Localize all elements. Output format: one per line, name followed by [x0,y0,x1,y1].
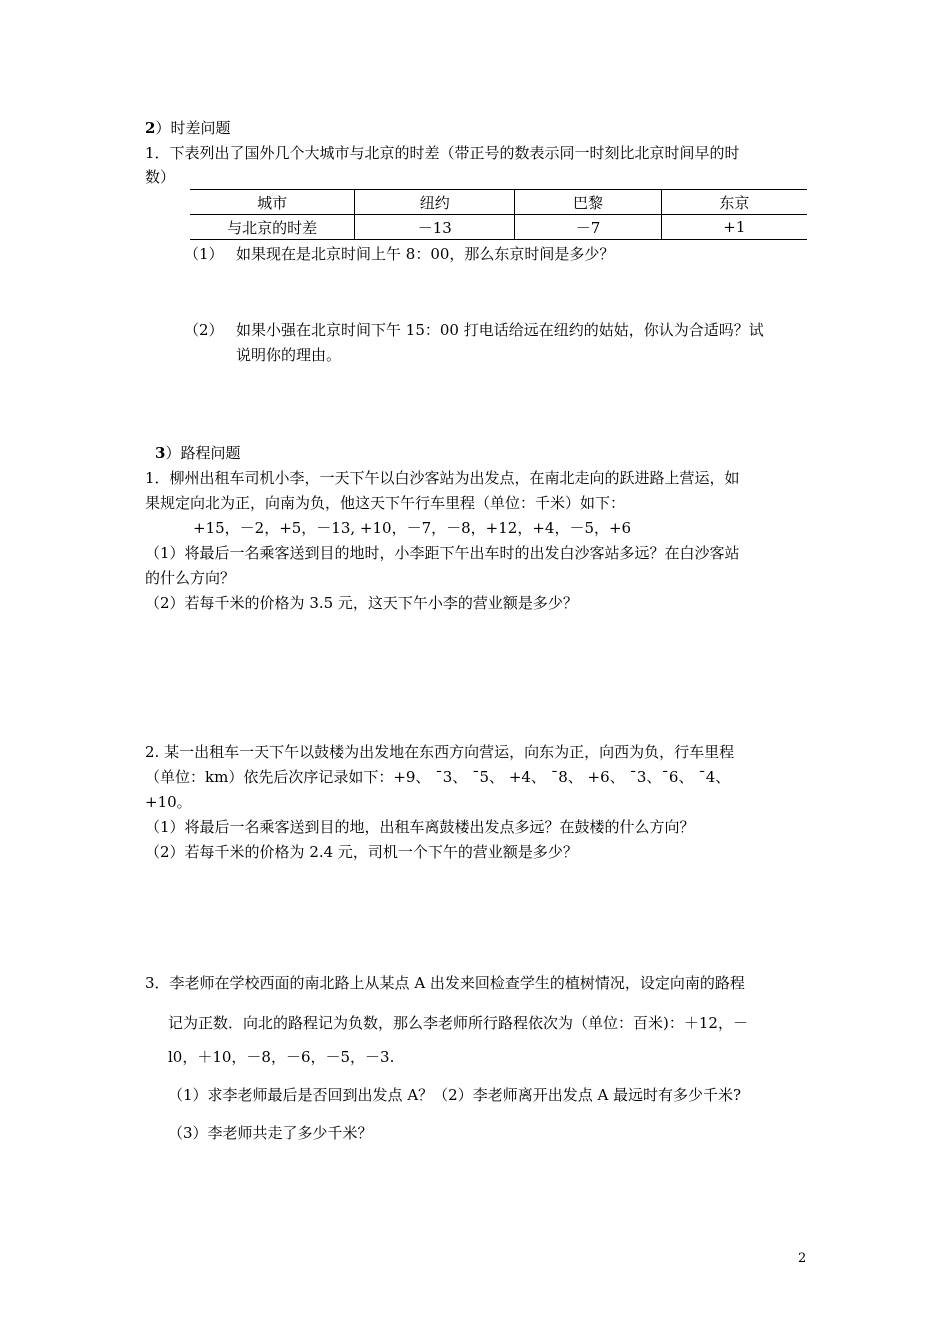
sub1-text: 如果现在是北京时间上午 8：00，那么东京时间是多少？ [236,245,615,263]
time-difference-table [190,189,807,240]
table-header-cell: 东京 [661,190,807,215]
section-2-heading [145,118,230,138]
section-3-number: 3 [155,444,166,462]
s3-q1-line1: 1．柳州出租车司机小李，一天下午以白沙客站为出发点，在南北走向的跃进路上营运，如 [145,469,740,487]
s3-q2-line3: +10。 [145,793,192,811]
section-3-heading [155,443,240,463]
table-header-cell: 巴黎 [515,190,661,215]
s3-q3-line3: l0，＋10，－8，－6，－5，－3. [168,1048,395,1066]
s3-q3-sub1-sub2: （1）求李老师最后是否回到出发点 A？（2）李老师离开出发点 A 最远时有多少千米? [168,1086,742,1104]
table-cell: +1 [661,215,807,240]
table-cell: 与北京的时差 [190,215,355,240]
table-row [190,215,807,240]
s3-q1-line2: 果规定向北为正，向南为负，他这天下午行车里程（单位：千米）如下： [145,494,626,512]
table-header-row [190,190,807,215]
s3-q1-sub2: （2）若每千米的价格为 3.5 元，这天下午小李的营业额是多少？ [145,594,578,612]
s3-q2-line1: 2. 某一出租车一天下午以鼓楼为出发地在东西方向营运，向东为正，向西为负，行车里程 [145,743,735,761]
s3-q2-sub1: （1）将最后一名乘客送到目的地，出租车离鼓楼出发点多远？在鼓楼的什么方向？ [145,818,695,836]
section-3-title: ）路程问题 [165,444,241,462]
table-cell: －7 [515,215,661,240]
table-cell: －13 [355,215,515,240]
sub1-label: （1） [184,245,224,263]
page-number: 2 [798,1251,807,1266]
sub2-text-line1: 如果小强在北京时间下午 15：00 打电话给远在纽约的姑姑，你认为合适吗？试 [236,321,764,339]
q1-text-line2: 数） [145,168,176,186]
section-2-number: 2 [145,119,156,137]
s3-q2-sub2: （2）若每千米的价格为 2.4 元，司机一个下午的营业额是多少？ [145,843,578,861]
table-header-cell: 纽约 [355,190,515,215]
s3-q1-mileage-data: +15，－2，+5，－13, +10，－7，－8，+12，+4，－5，+6 [193,519,632,537]
sub2-text-line2: 说明你的理由。 [236,346,342,364]
sub2-label: （2） [184,321,224,339]
s3-q3-line1: 3．李老师在学校西面的南北路上从某点 A 出发来回检查学生的植树情况，设定向南的路程 [145,974,745,992]
table-header-cell: 城市 [190,190,355,215]
s3-q1-sub1-line1: （1）将最后一名乘客送到目的地时，小李距下午出车时的出发白沙客站多远？在白沙客站 [145,544,740,562]
s3-q3-sub3: （3）李老师共走了多少千米？ [168,1124,373,1142]
section-2-title: ）时差问题 [155,119,231,137]
s3-q3-line2: 记为正数．向北的路程记为负数，那么李老师所行路程依次为（单位：百米)：＋12，－ [168,1014,748,1032]
q1-text-line1: 1．下表列出了国外几个大城市与北京的时差（带正号的数表示同一时刻比北京时间早的时 [145,144,740,162]
s3-q2-line2: （单位：km）依先后次序记录如下：+9、 ¯3、 ¯5、 +4、 ¯8、 +6、 ¯3、¯6、 ¯4、 [145,768,731,786]
s3-q1-sub1-line2: 的什么方向？ [145,569,236,587]
